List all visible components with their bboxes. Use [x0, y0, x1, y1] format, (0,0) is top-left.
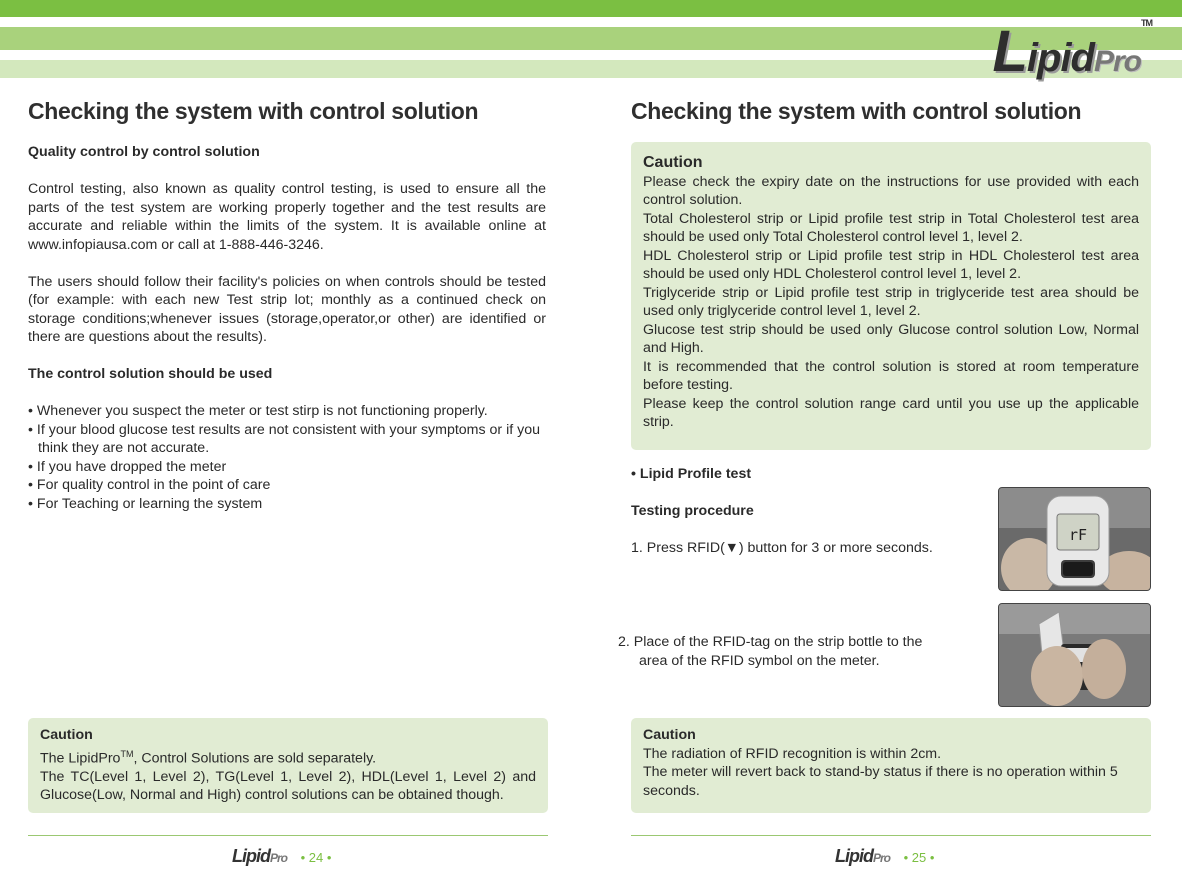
caution-box: [631, 142, 1151, 450]
caution-line: Glucose test strip should be used only Glucose control solution Low, Normal and High.: [643, 321, 1139, 356]
list-item: • If your blood glucose test results are not consistent with your symptoms or if you think they are not accurate.: [28, 421, 541, 456]
list-item: • If you have dropped the meter: [28, 458, 227, 475]
subheading-when-to-use: The control solution should be used: [28, 366, 273, 382]
caution-line: The TC(Level 1, Level 2), TG(Level 1, Level 2), HDL(Level 1, Level 2) and Glucose(Low, Normal and High) control solutions can be obtained though.: [40, 768, 536, 804]
footer-logo: LipidPro: [835, 846, 891, 866]
subheading-lipid-profile: • Lipid Profile test: [631, 466, 752, 482]
lipidpro-logo: LipidPro™: [992, 18, 1152, 84]
caution-line: Please check the expiry date on the instructions for use provided with each control solution.: [643, 173, 1139, 208]
left-page: [28, 0, 548, 886]
step-1: 1. Press RFID(▼) button for 3 or more seconds.: [631, 540, 933, 556]
caution-line: Total Cholesterol strip or Lipid profile test strip in Total Cholesterol test area should be used only Total Cholesterol control level 1, level 2.: [643, 210, 1139, 245]
caution-title: Caution: [643, 154, 703, 171]
caution-box: [631, 718, 1151, 813]
list-item: • Whenever you suspect the meter or test stirp is not functioning properly.: [28, 403, 488, 419]
subheading-testing-procedure: Testing procedure: [631, 503, 754, 519]
bottle-illustration: [999, 604, 1150, 706]
right-page: [618, 0, 1151, 886]
meter-illustration: [999, 488, 1150, 590]
caution-line: The radiation of RFID recognition is within 2cm.: [643, 745, 942, 762]
footer-divider: [28, 835, 548, 836]
meter-display-text: rF: [1069, 526, 1088, 544]
caution-title: Caution: [40, 727, 93, 743]
caution-title: Caution: [643, 727, 696, 743]
page-footer: [835, 846, 934, 867]
step-2-line: 2. Place of the RFID-tag on the strip bottle to the: [618, 634, 923, 650]
left-body: [28, 143, 546, 513]
page-footer: [232, 846, 331, 867]
caution-line: Please keep the control solution range card until you use up the applicable strip.: [643, 395, 1139, 430]
step-2: [618, 633, 978, 670]
meter-photo: [998, 487, 1151, 591]
caution-line: The LipidPro™, Control Solutions are sold separately.: [40, 748, 377, 767]
paragraph-control-testing: Control testing, also known as quality control testing, is used to ensure all the parts of the test system are working properly together and the test results are accurate and reliable within the limits of the system. It is available online at www.infopiausa.com or call at 1-888-446-3246.: [28, 181, 546, 253]
footer-logo: LipidPro: [232, 846, 288, 866]
page-number: • 25 •: [903, 850, 935, 865]
caution-line: Triglyceride strip or Lipid profile test strip in triglyceride test area should be used only triglyceride control level 1, level 2.: [643, 284, 1139, 319]
caution-box: [28, 718, 548, 813]
procedure-text: [631, 465, 991, 558]
footer-divider: [631, 835, 1151, 836]
caution-line: HDL Cholesterol strip or Lipid profile test strip in HDL Cholesterol test area should be used only HDL Cholesterol control level 1, level 2.: [643, 247, 1139, 282]
list-item: • For Teaching or learning the system: [28, 495, 263, 512]
step-2-line: area of the RFID symbol on the meter.: [639, 652, 880, 669]
paragraph-facility-policies: The users should follow their facility's policies on when controls should be tested (for example: with each new Test strip lot; monthly as a continued check on storage conditions;whenever issues (storage,operator,or other) are identified or there are questions about the results).: [28, 273, 546, 345]
page-title: Checking the system with control solution: [631, 98, 1082, 124]
caution-line: It is recommended that the control solution is stored at room temperature before testing.: [643, 358, 1139, 393]
caution-line: The meter will revert back to stand-by status if there is no operation within 5 seconds.: [643, 764, 1118, 799]
rfid-tag-photo: [998, 603, 1151, 707]
page-title: Checking the system with control solution: [28, 98, 479, 124]
list-item: • For quality control in the point of care: [28, 477, 271, 493]
subheading-quality-control: Quality control by control solution: [28, 144, 260, 160]
page-number: • 24 •: [300, 850, 332, 865]
